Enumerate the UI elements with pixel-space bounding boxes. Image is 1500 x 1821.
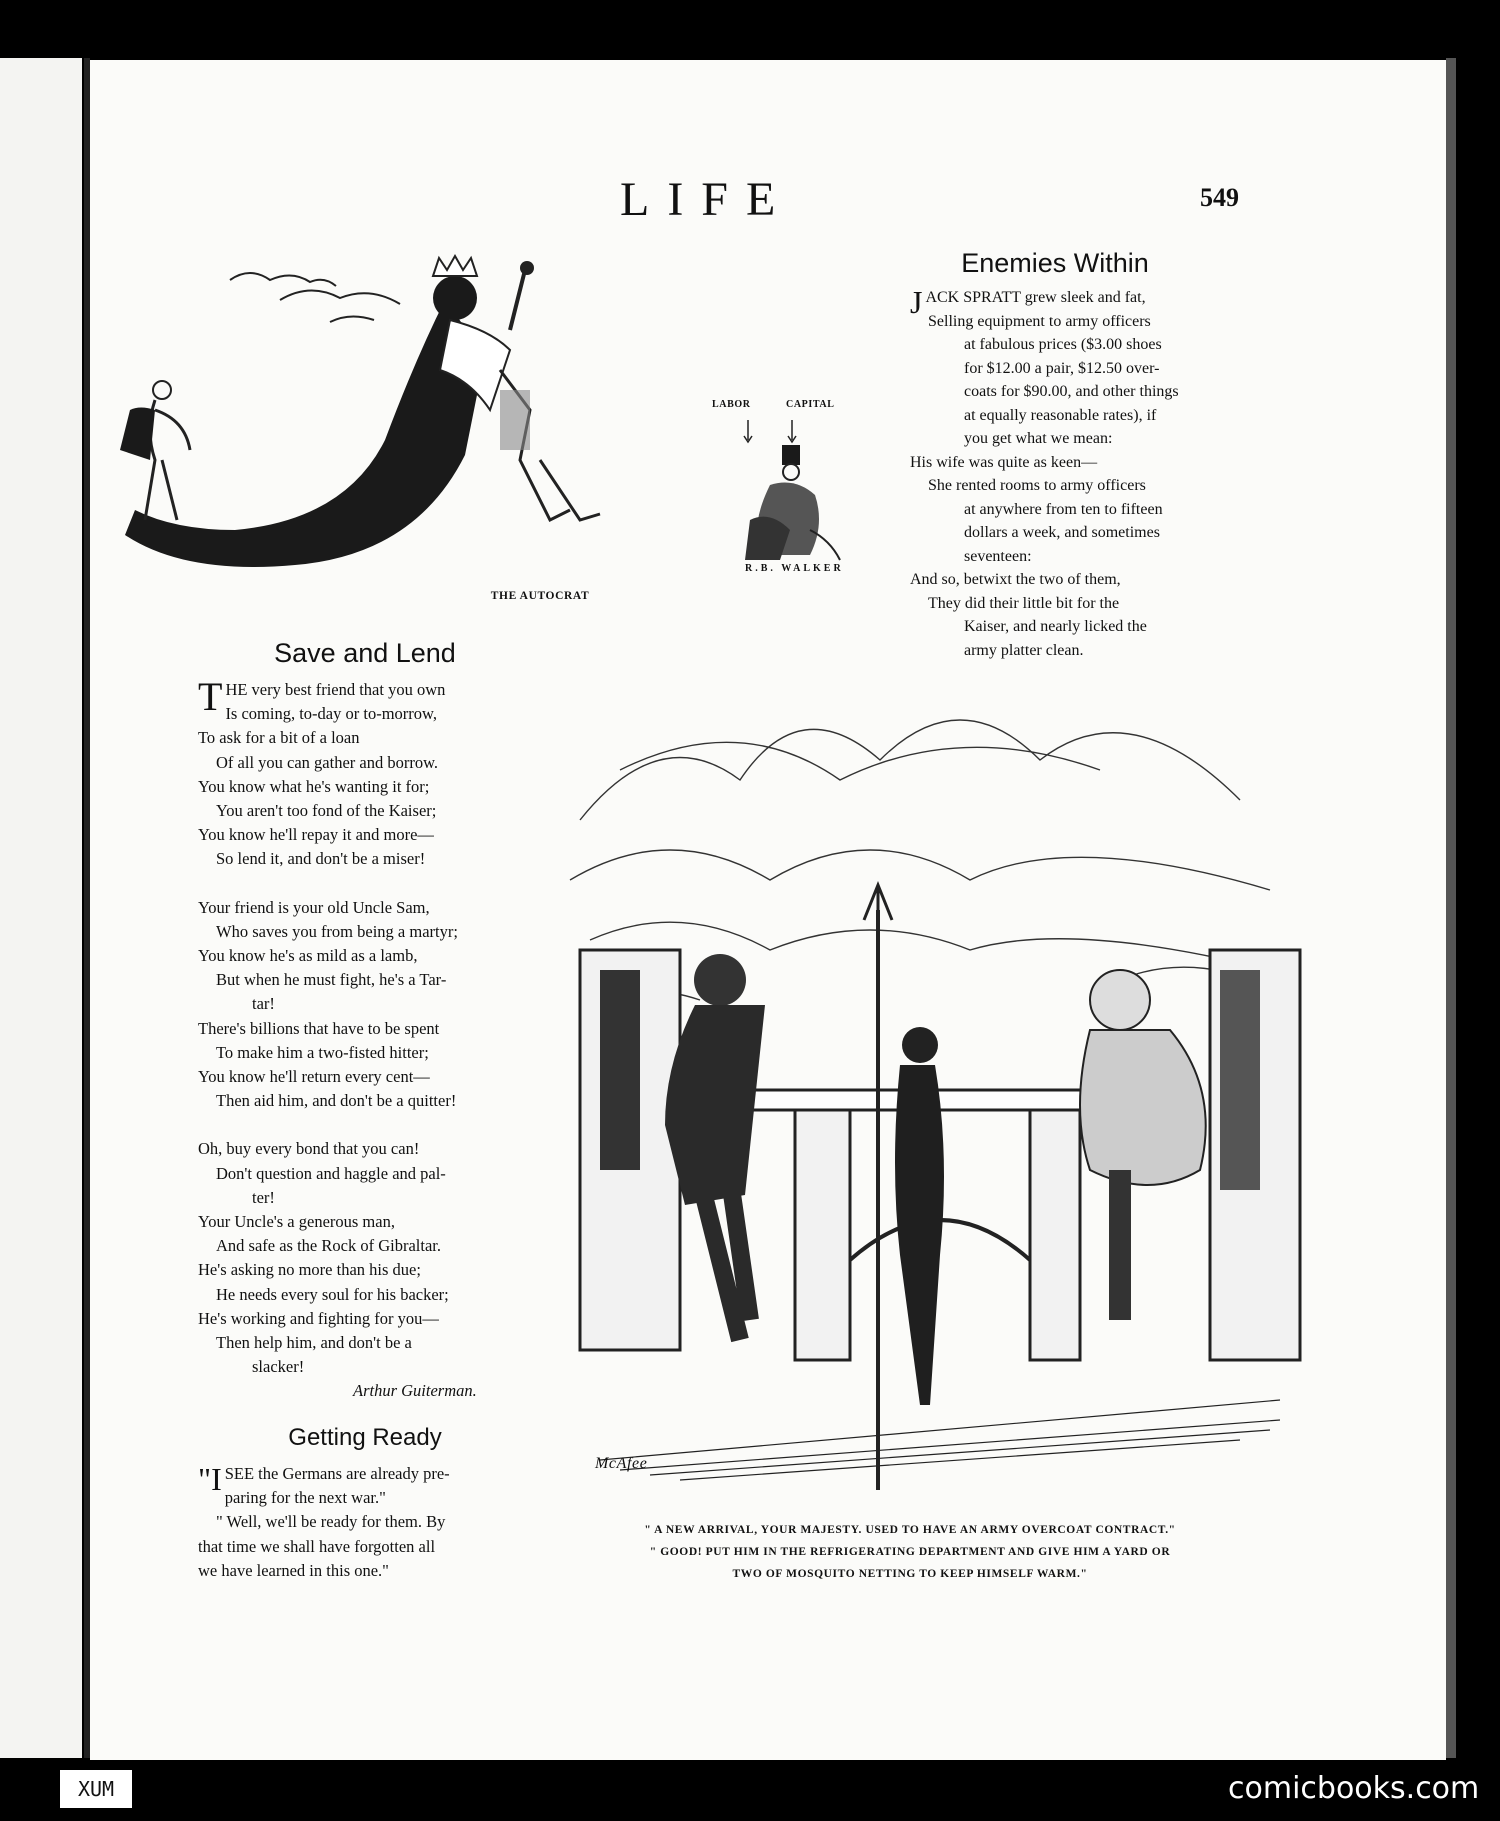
getting-ready-title: Getting Ready bbox=[288, 1424, 442, 1451]
autocrat-cartoon bbox=[100, 240, 680, 570]
enemies-dropcap: J bbox=[910, 284, 923, 320]
devils-caption-line-1: " A NEW ARRIVAL, YOUR MAJESTY. USED TO HAVE AN ARMY OVERCOAT CONTRACT." bbox=[644, 1524, 1176, 1536]
labor-capital-cartoon bbox=[700, 390, 900, 570]
devils-caption-line-2: " GOOD! PUT HIM IN THE REFRIGERATING DEPARTMENT AND GIVE HIM A YARD OR bbox=[649, 1546, 1171, 1558]
enemies-within-poem: J ACK SPRATT grew sleek and fat, Selling equipment to army officers at fabulous prices ($3.00 shoes for $12.00 a pair, $12.50 over- coats for $90.00, and other things at equally reasonable rates), if you get what we mean: His wife was quite as keen— She rented rooms to army officers at anywhere from ten to fifteen dollars a week, and sometimes seventeen: And so, betwixt the two of them, They did their little bit for the Kaiser, and nearly licked the army platter clean. bbox=[910, 284, 1179, 659]
brand-watermark: comicbooks.com bbox=[1228, 1771, 1480, 1806]
save-and-lend-poem: T HE very best friend that you own Is coming, to-day or to-morrow, To ask for a bit of a loan Of all you can gather and borrow. You know what he's wanting it for; You aren't too fond of the Kaiser; You know he'll repay it and more— So lend it, and don't be a miser! Your friend is your old Uncle Sam, Who saves you from being a martyr; You know he's as mild as a lamb, But when he must fight, he's a Tar- tar! There's billions that have to be spent To make him a two-fisted hitter; You know he'll return every cent— Then aid him, and don't be a quitter! Oh, buy every bond that you can! Don't question and haggle and pal- ter! Your Uncle's a generous man, And safe as the Rock of Gibraltar. He's asking no more than his due; He needs every soul for his backer; He's working and fighting for you— Then help him, and don't be a slacker! Arthur Guiterman. bbox=[198, 678, 533, 1404]
save-author: Arthur Guiterman. bbox=[353, 1381, 477, 1401]
facing-page-edge bbox=[0, 58, 82, 1758]
page-number: 549 bbox=[1200, 183, 1239, 212]
save-dropcap: T bbox=[198, 674, 223, 719]
page-right-edge bbox=[1446, 58, 1456, 1758]
devils-cartoon bbox=[560, 700, 1320, 1490]
ready-dropcap: "I bbox=[198, 1461, 222, 1497]
enemies-within-title: Enemies Within bbox=[961, 248, 1149, 278]
mcafee-signature: McAfee bbox=[595, 1455, 648, 1472]
label-capital: CAPITAL bbox=[786, 399, 835, 410]
magazine-title: LIFE bbox=[620, 173, 794, 226]
xum-stamp: XUM bbox=[60, 1770, 132, 1808]
save-and-lend-title: Save and Lend bbox=[274, 638, 456, 668]
devils-caption-line-3: TWO OF MOSQUITO NETTING TO KEEP HIMSELF WARM." bbox=[732, 1568, 1088, 1580]
getting-ready-text: "I SEE the Germans are already pre- paring for the next war." " Well, we'll be ready for them. By that time we shall have forgotten all we have learned in this one." bbox=[198, 1461, 450, 1580]
walker-signature: R.B. WALKER bbox=[745, 563, 844, 574]
autocrat-caption: THE AUTOCRAT bbox=[490, 590, 590, 602]
label-labor: LABOR bbox=[712, 399, 751, 410]
